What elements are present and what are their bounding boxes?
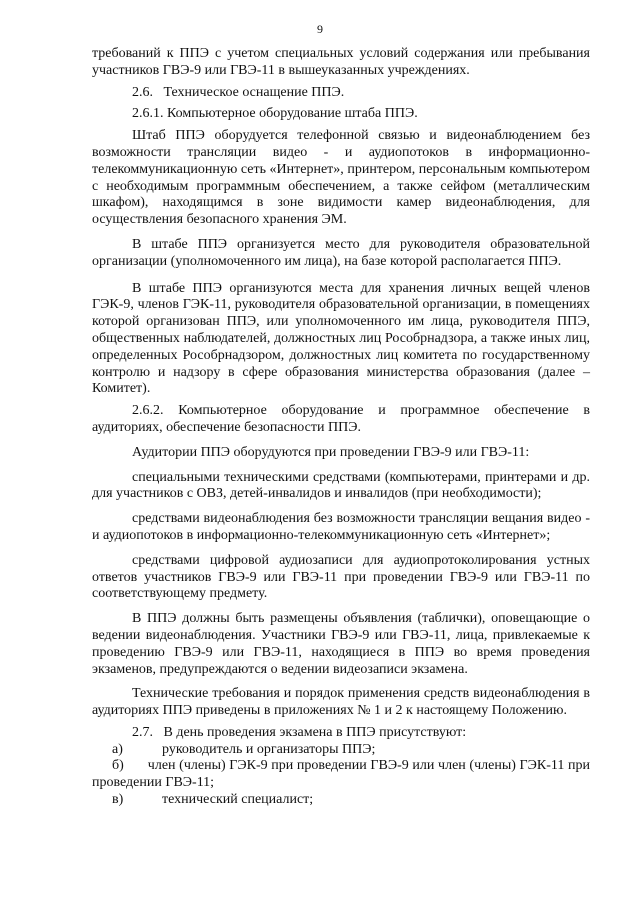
list-text: технический специалист; [162,792,314,808]
paragraph-hq-personal-storage: В штабе ППЭ организуются места для хранения личных вещей членов ГЭК-9, членов ГЭК-11, руководителя образовательной организации, в помещениях которой организован ППЭ, или уполномоченного им лица, руководителя ППЭ, общественных наблюдателей, должностных лиц Рособрнадзора, а также иных лиц, определенных Рособрнадзором, должностных лиц комитета по государственному контролю и надзору в сфере образования министерства образования (далее – Комитет). [92,280,590,397]
list-marker: в) [112,792,124,808]
paragraph-continuation: требований к ППЭ с учетом специальных условий содержания или пребывания участников ГВЭ-9 или ГВЭ-11 в вышеуказанных учреждениях. [92,46,590,78]
list-text: член (члены) ГЭК-9 при проведении ГВЭ-9 или член (члены) ГЭК-11 при проведении ГВЭ-11; [92,758,590,791]
paragraph-hq-director-place: В штабе ППЭ организуется место для руководителя образовательной организации (уполномоченного им лица), на базе которой располагается ППЭ. [92,236,590,269]
paragraph-notices: В ППЭ должны быть размещены объявления (таблички), оповещающие о ведении видеонаблюдения. Участники ГВЭ-9 или ГВЭ-11, лица, привлекаемые к проведению ГВЭ-9 или ГВЭ-11, находящиеся в ППЭ во время проведения экзаменов, предупреждаются о ведении видеозаписи экзамена. [92,611,590,677]
document-body [92,46,590,809]
list-marker: б) [112,758,124,774]
section-heading-2-6: 2.6. Техническое оснащение ППЭ. [132,84,345,100]
list-item [92,792,590,809]
subsection-heading-2-6-1: 2.6.1. Компьютерное оборудование штаба ППЭ. [132,106,418,122]
list-text: руководитель и организаторы ППЭ; [162,741,376,757]
section-heading-2-7: 2.7. В день проведения экзамена в ППЭ присутствуют: [132,724,467,740]
paragraph-video-surveillance: средствами видеонаблюдения без возможности трансляции вещания видео - и аудиопотоков в информационно-телекоммуникационную сеть «Интернет»; [92,511,590,543]
page-number: 9 [317,22,323,36]
paragraph-hq-equipment: Штаб ППЭ оборудуется телефонной связью и видеонаблюдением без возможности трансляции видео - и аудиопотоков в информационно-телекоммуникационную сеть «Интернет», принтером, персональным компьютером с необходимым программным обеспечением, а также сейфом (металлическим шкафом), находящимся в зоне видимости камер видеонаблюдения, для осуществления безопасного хранения ЭМ. [92,128,590,228]
subsection-heading-2-6-2: 2.6.2. Компьютерное оборудование и программное обеспечение в аудиториях, обеспечение безопасности ППЭ. [92,403,590,435]
list-item [92,742,590,759]
paragraph-classrooms-equipment: Аудитории ППЭ оборудуются при проведении ГВЭ-9 или ГВЭ-11: [132,444,530,460]
paragraph-audio-recording: средствами цифровой аудиозаписи для аудиопротоколирования устных ответов участников ГВЭ-9 или ГВЭ-11 при проведении ГВЭ-9 или ГВЭ-11 по соответствующему предмету. [92,552,590,602]
list-marker: а) [112,741,123,757]
paragraph-special-tech: специальными техническими средствами (компьютерами, принтерами и др. для участников с ОВЗ, детей-инвалидов и инвалидов (при необходимости); [92,469,590,502]
list-item [92,758,590,792]
paragraph-tech-requirements: Технические требования и порядок применения средств видеонаблюдения в аудиториях ППЭ приведены в приложениях № 1 и 2 к настоящему Положению. [92,686,590,719]
